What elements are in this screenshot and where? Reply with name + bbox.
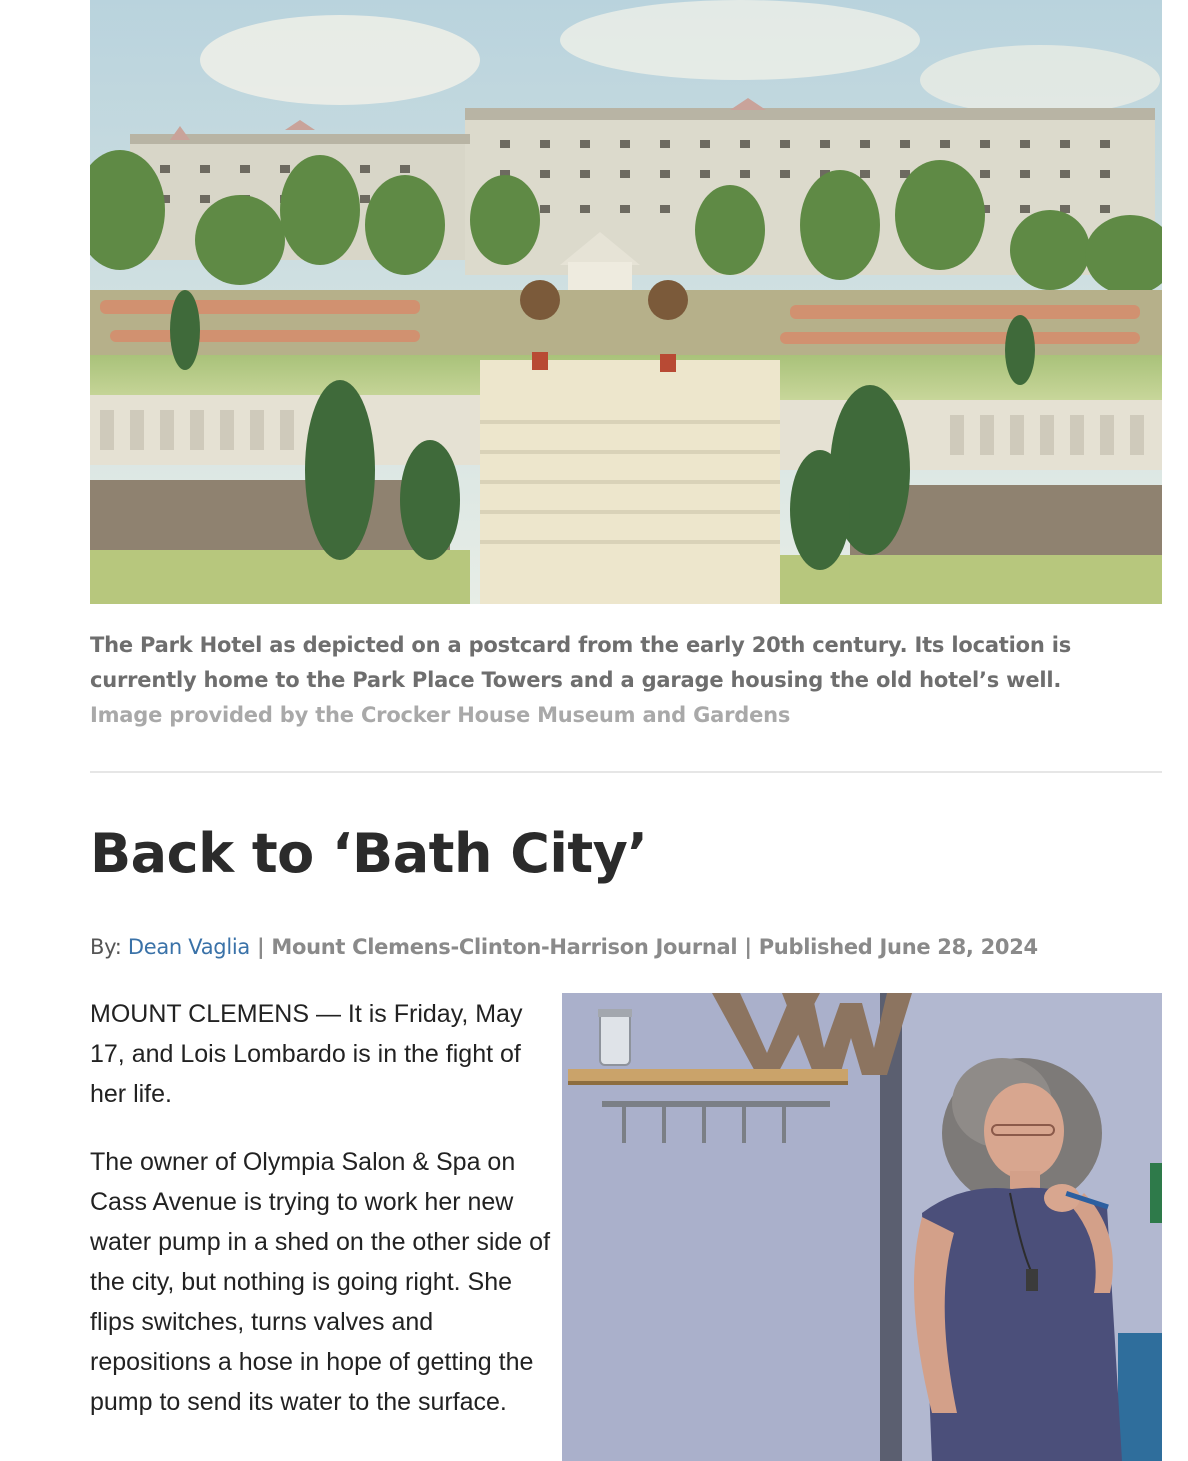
- article-paragraph: MOUNT CLEMENS — It is Friday, May 17, and Lois Lombardo is in the fight of her life.: [90, 1000, 523, 1108]
- hero-postcard-image: [90, 0, 1162, 604]
- byline-prefix: By:: [90, 935, 128, 959]
- image-caption: [90, 628, 1162, 733]
- author-link[interactable]: Dean Vaglia: [127, 935, 250, 959]
- caption-text: The Park Hotel as depicted on a postcard from the early 20th century. Its location is currently home to the Park Place Towers and a garage housing the old hotel’s well.: [90, 633, 1072, 692]
- byline: [90, 930, 1180, 964]
- byline-separator: |: [737, 935, 759, 959]
- image-credit: Image provided by the Crocker House Museum and Gardens: [90, 703, 791, 727]
- article-headline: Back to ‘Bath City’: [90, 822, 648, 885]
- byline-separator: |: [249, 935, 272, 959]
- publish-date: Published June 28, 2024: [758, 935, 1038, 959]
- publication-name: Mount Clemens-Clinton-Harrison Journal: [271, 935, 738, 959]
- section-divider: [90, 771, 1162, 773]
- article-photo: [562, 993, 1162, 1461]
- article-body: [90, 994, 550, 1450]
- salon-owner-photo: [562, 993, 1162, 1461]
- article-paragraph: The owner of Olympia Salon & Spa on Cass Avenue is trying to work her new water pump in a shed on the other side of the city, but nothing is going right. She flips switches, turns valves and repositions a hose in hope of getting the pump to send its water to the surface.: [90, 1148, 551, 1416]
- postcard-park-hotel-image: [90, 0, 1162, 604]
